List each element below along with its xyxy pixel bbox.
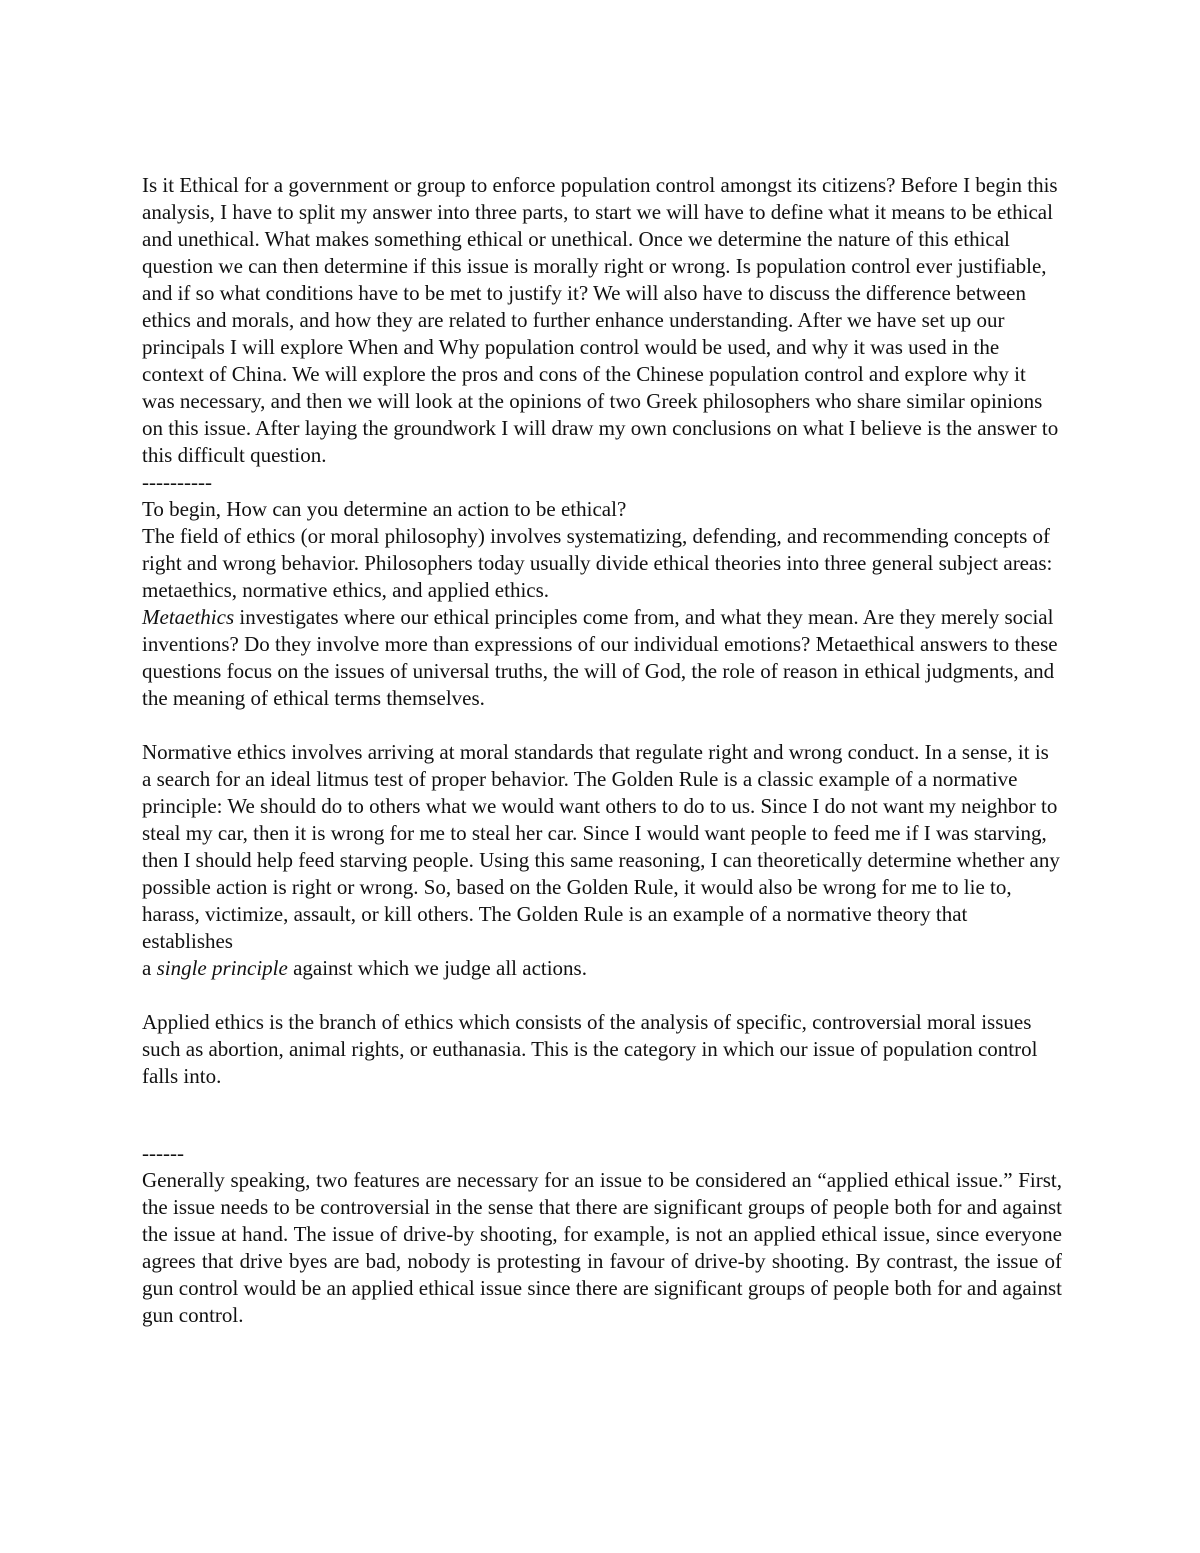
- divider-line-short: ------: [142, 1141, 184, 1165]
- normative-prefix: a: [142, 956, 157, 980]
- metaethics-paragraph: [142, 604, 1062, 712]
- begin-question: To begin, How can you determine an action to be ethical?: [142, 497, 627, 521]
- normative-suffix: against which we judge all actions.: [287, 956, 587, 980]
- applied-features-paragraph: Generally speaking, two features are necessary for an issue to be considered an “applied ethical issue.” First, the issue needs to be controversial in the sense that there are significant groups of people both for and against the issue at hand. The issue of drive-by shooting, for example, is not an applied ethical issue, since everyone agrees that drive byes are bad, nobody is protesting in favour of drive-by shooting. By contrast, the issue of gun control would be an applied ethical issue since there are significant groups of people both for and against gun control.: [142, 1168, 1062, 1327]
- metaethics-body: investigates where our ethical principles come from, and what they mean. Are they merely social inventions? Do they involve more than expressions of our individual emotions? Metaethical answers to these questions focus on the issues of universal truths, the will of God, the role of reason in ethical judgments, and the meaning of ethical terms themselves.: [142, 605, 1058, 710]
- paragraph-spacer: [142, 712, 1062, 739]
- intro-paragraph: Is it Ethical for a government or group to enforce population control amongst its citizens? Before I begin this analysis, I have to split my answer into three parts, to start we will have to define what it means to be ethical and unethical. What makes something ethical or unethical. Once we determine the nature of this ethical question we can then determine if this issue is morally right or wrong. Is population control ever justifiable, and if so what conditions have to be met to justify it? We will also have to discuss the difference between ethics and morals, and how they are related to further enhance understanding. After we have set up our principals I will explore When and Why population control would be used, and why it was used in the context of China. We will explore the pros and cons of the Chinese population control and explore why it was necessary, and then we will look at the opinions of two Greek philosophers who share similar opinions on this issue. After laying the groundwork I will draw my own conclusions on what I believe is the answer to this difficult question.: [142, 173, 1059, 467]
- document-page: [142, 172, 1062, 1329]
- metaethics-term: Metaethics: [142, 605, 235, 629]
- single-principle-term: single principle: [156, 956, 288, 980]
- paragraph-spacer: [142, 1090, 1062, 1140]
- applied-ethics-paragraph: Applied ethics is the branch of ethics which consists of the analysis of specific, controversial moral issues such as abortion, animal rights, or euthanasia. This is the category in which our issue of population control falls into.: [142, 1010, 1038, 1088]
- normative-paragraph: Normative ethics involves arriving at moral standards that regulate right and wrong conduct. In a sense, it is a search for an ideal litmus test of proper behavior. The Golden Rule is a classic example of a normative principle: We should do to others what we would want others to do to us. Since I do not want my neighbor to steal my car, then it is wrong for me to steal her car. Since I would want people to feed me if I was starving, then I should help feed starving people. Using this same reasoning, I can theoretically determine whether any possible action is right or wrong. So, based on the Golden Rule, it would also be wrong for me to lie to, harass, victimize, assault, or kill others. The Golden Rule is an example of a normative theory that establishes: [142, 740, 1060, 953]
- divider-line: ----------: [142, 470, 212, 494]
- paragraph-spacer: [142, 982, 1062, 1009]
- normative-closing-line: [142, 955, 1062, 982]
- ethics-field-paragraph: The field of ethics (or moral philosophy) involves systematizing, defending, and recommending concepts of right and wrong behavior. Philosophers today usually divide ethical theories into three general subject areas: metaethics, normative ethics, and applied ethics.: [142, 524, 1053, 602]
